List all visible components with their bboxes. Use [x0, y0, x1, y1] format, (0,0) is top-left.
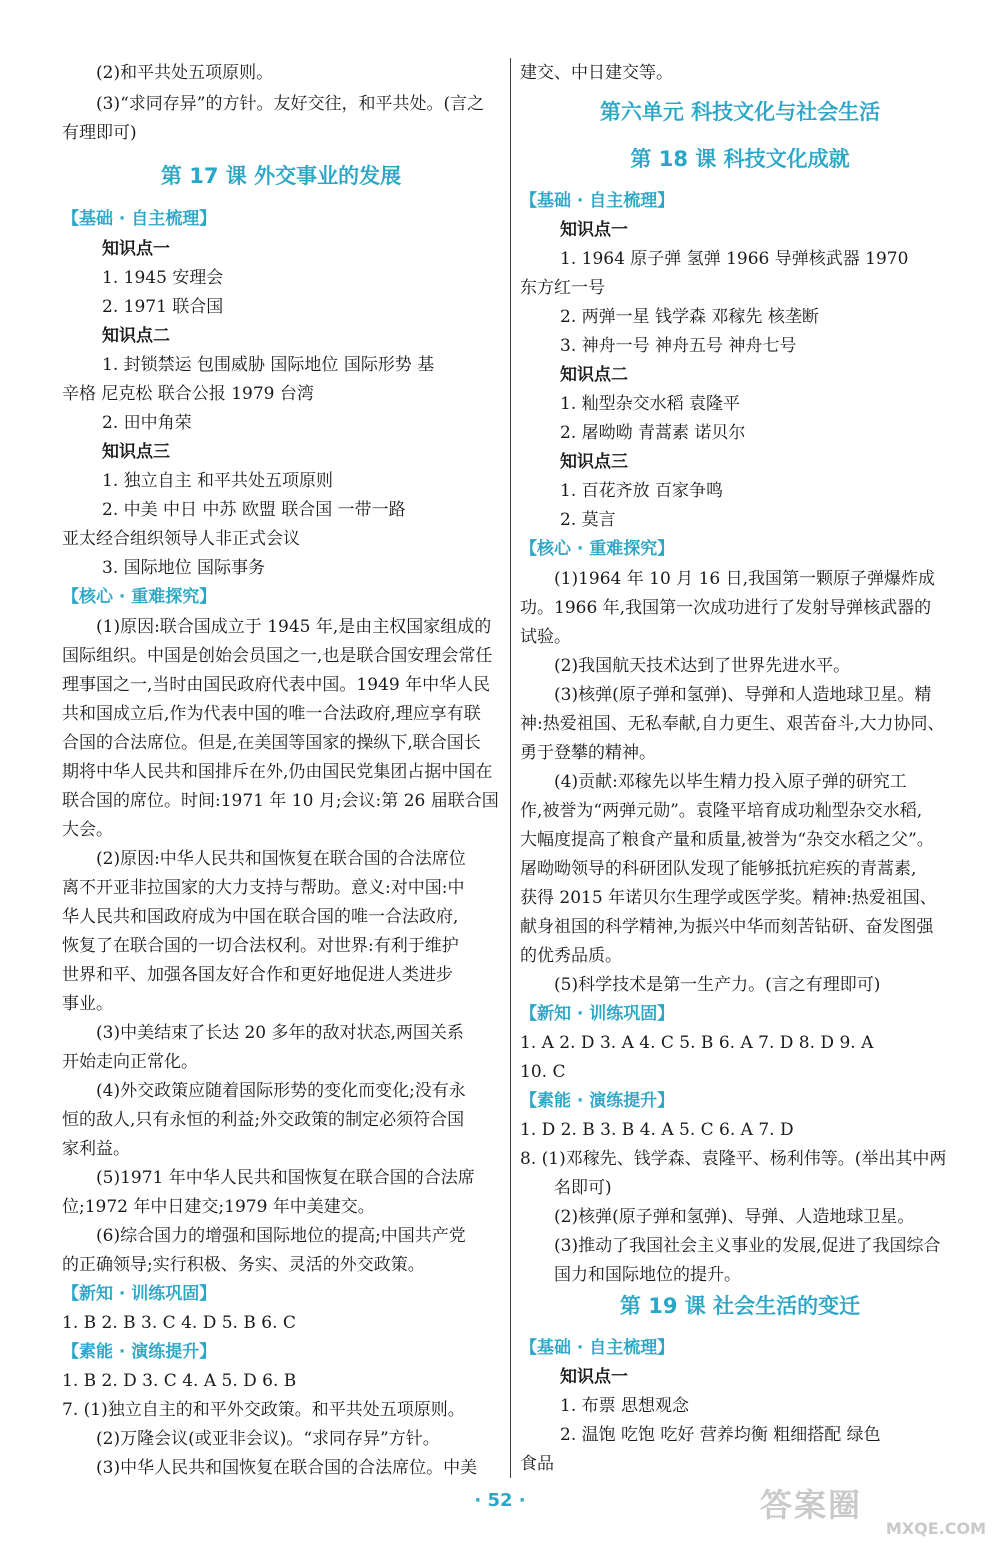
text-line: 获得 2015 年诺贝尔生理学或医学奖。精神:热爱祖国、: [520, 888, 937, 908]
text-line: 亚太经合组织领导人非正式会议: [62, 529, 300, 549]
text-line: 食品: [520, 1454, 554, 1474]
text-line: (1)原因:联合国成立于 1945 年,是由主权国家组成的: [96, 617, 492, 637]
text-line: (4)外交政策应随着国际形势的变化而变化;没有永: [96, 1081, 466, 1101]
section-heading-core: 【核心 · 重难探究】: [520, 539, 675, 559]
text-line: (3)推动了我国社会主义事业的发展,促进了我国综合: [554, 1236, 941, 1256]
section-heading-skills: 【素能 · 演练提升】: [62, 1342, 217, 1362]
text-line: (3)中美结束了长达 20 多年的敌对状态,两国关系: [96, 1023, 464, 1043]
text-line: 联合国的席位。时间:1971 年 10 月;会议:第 26 届联合国: [62, 791, 499, 811]
answer-line: 1. B 2. B 3. C 4. D 5. B 6. C: [62, 1313, 296, 1333]
answer-line: 1. B 2. D 3. C 4. A 5. D 6. B: [62, 1371, 297, 1391]
text-line: 1. 籼型杂交水稻 袁隆平: [560, 394, 741, 414]
text-line: 国际组织。中国是创始会员国之一,也是联合国安理会常任: [62, 646, 493, 666]
text-line: 2. 1971 联合国: [102, 297, 224, 317]
text-line: 开始走向正常化。: [62, 1052, 198, 1072]
text-line: 事业。: [62, 994, 113, 1014]
knowledge-point-heading: 知识点一: [102, 239, 170, 259]
watermark-main: 答案圈: [760, 1486, 863, 1524]
text-line: (4)贡献:邓稼先以毕生精力投入原子弹的研究工: [554, 772, 907, 792]
text-line: 1. 1964 原子弹 氢弹 1966 导弹核武器 1970: [560, 249, 909, 269]
text-line: 2. 屠呦呦 青蒿素 诺贝尔: [560, 423, 746, 443]
unit-6-title: 第六单元 科技文化与社会生活: [599, 100, 881, 124]
text-line: 的正确领导;实行积极、务实、灵活的外交政策。: [62, 1255, 425, 1275]
text-line: 东方红一号: [520, 278, 605, 298]
text-line: 功。1966 年,我国第一次成功进行了发射导弹核武器的: [520, 598, 932, 618]
answer-line: 10. C: [520, 1062, 566, 1082]
lesson-17-title: 第 17 课 外交事业的发展: [160, 164, 402, 188]
column-divider: [510, 58, 511, 1478]
lesson-19-title: 第 19 课 社会生活的变迁: [619, 1294, 861, 1318]
page-number: · 52 ·: [474, 1490, 526, 1511]
text-line: 世界和平、加强各国友好合作和更好地促进人类进步: [62, 965, 453, 985]
text-line: 1. 封锁禁运 包围威胁 国际地位 国际形势 基: [102, 355, 435, 375]
section-heading-basics: 【基础 · 自主梳理】: [520, 1338, 675, 1358]
text-line: 2. 两弹一星 钱学森 邓稼先 核垄断: [560, 307, 819, 327]
text-line: 家利益。: [62, 1139, 130, 1159]
text-line: 合国的合法席位。但是,在美国等国家的操纵下,联合国长: [62, 733, 481, 753]
knowledge-point-heading: 知识点三: [102, 442, 170, 462]
text-line: 2. 莫言: [560, 510, 616, 530]
section-heading-new-knowledge: 【新知 · 训练巩固】: [62, 1284, 217, 1304]
text-line: (2)和平共处五项原则。: [96, 63, 274, 83]
section-heading-new-knowledge: 【新知 · 训练巩固】: [520, 1004, 675, 1024]
lesson-18-title: 第 18 课 科技文化成就: [630, 147, 850, 171]
watermark-logo: [760, 1480, 990, 1538]
knowledge-point-heading: 知识点一: [560, 1367, 628, 1387]
text-line: 恒的敌人,只有永恒的利益;外交政策的制定必须符合国: [62, 1110, 465, 1130]
text-line: (3)核弹(原子弹和氢弹)、导弹和人造地球卫星。精: [554, 685, 932, 705]
text-line: 3. 神舟一号 神舟五号 神舟七号: [560, 336, 797, 356]
text-line: (5)1971 年中华人民共和国恢复在联合国的合法席: [96, 1168, 475, 1188]
text-line: 神:热爱祖国、无私奉献,自力更生、艰苦奋斗,大力协同、: [520, 714, 945, 734]
text-line: (2)万隆会议(或亚非会议)。“求同存异”方针。: [96, 1429, 440, 1449]
text-line: (6)综合国力的增强和国际地位的提高;中国共产党: [96, 1226, 466, 1246]
text-line: (3)“求同存异”的方针。友好交往，和平共处。(言之: [96, 94, 485, 114]
text-line: 辛格 尼克松 联合公报 1979 台湾: [62, 384, 314, 404]
text-line: (2)原因:中华人民共和国恢复在联合国的合法席位: [96, 849, 466, 869]
text-line: 作,被誉为“两弹元勋”。袁隆平培育成功籼型杂交水稻,: [520, 801, 923, 821]
text-line: 献身祖国的科学精神,为振兴中华而刻苦钻研、奋发图强: [520, 917, 934, 937]
text-line: 1. 布票 思想观念: [560, 1396, 690, 1416]
text-line: 建交、中日建交等。: [520, 63, 673, 83]
text-line: 2. 温饱 吃饱 吃好 营养均衡 粗细搭配 绿色: [560, 1425, 881, 1445]
text-line: 恢复了在联合国的一切合法权利。对世界:有利于维护: [62, 936, 459, 956]
text-line: 试验。: [520, 627, 571, 647]
text-line: 1. 独立自主 和平共处五项原则: [102, 471, 334, 491]
text-line: 8. (1)邓稼先、钱学森、袁隆平、杨利伟等。(举出其中两: [520, 1149, 947, 1169]
text-line: 屠呦呦领导的科研团队发现了能够抵抗疟疾的青蒿素,: [520, 859, 917, 879]
text-line: (2)我国航天技术达到了世界先进水平。: [554, 656, 851, 676]
text-line: (2)核弹(原子弹和氢弹)、导弹、人造地球卫星。: [554, 1207, 915, 1227]
text-line: 理事国之一,当时由国民政府代表中国。1949 年中华人民: [62, 675, 491, 695]
text-line: (5)科学技术是第一生产力。(言之有理即可): [554, 975, 881, 995]
text-line: 3. 国际地位 国际事务: [102, 558, 266, 578]
text-line: 名即可): [554, 1178, 612, 1198]
text-line: (3)中华人民共和国恢复在联合国的合法席位。中美: [96, 1458, 478, 1478]
text-line: 1. 1945 安理会: [102, 268, 224, 288]
answer-line: 1. A 2. D 3. A 4. C 5. B 6. A 7. D 8. D 9. A: [520, 1033, 874, 1053]
text-line: 位;1972 年中日建交;1979 年中美建交。: [62, 1197, 375, 1217]
watermark-sub: MXQE.COM: [885, 1519, 986, 1538]
knowledge-point-heading: 知识点一: [560, 220, 628, 240]
section-heading-core: 【核心 · 重难探究】: [62, 587, 217, 607]
knowledge-point-heading: 知识点三: [560, 452, 628, 472]
text-line: 期将中华人民共和国排斥在外,仍由国民党集团占据中国在: [62, 762, 493, 782]
text-line: 大会。: [62, 820, 113, 840]
text-line: 共和国成立后,作为代表中国的唯一合法政府,理应享有联: [62, 704, 481, 724]
text-line: 华人民共和国政府成为中国在联合国的唯一合法政府,: [62, 907, 459, 927]
text-line: 离不开亚非拉国家的大力支持与帮助。意义:对中国:中: [62, 878, 465, 898]
text-line: 大幅度提高了粮食产量和质量,被誉为“杂交水稻之父”。: [520, 830, 934, 850]
section-heading-skills: 【素能 · 演练提升】: [520, 1091, 675, 1111]
text-line: 国力和国际地位的提升。: [554, 1265, 741, 1285]
section-heading-basics: 【基础 · 自主梳理】: [62, 209, 217, 229]
text-line: 2. 田中角荣: [102, 413, 192, 433]
text-line: 有理即可): [62, 123, 137, 143]
knowledge-point-heading: 知识点二: [102, 326, 170, 346]
answer-line: 1. D 2. B 3. B 4. A 5. C 6. A 7. D: [520, 1120, 794, 1140]
text-line: 勇于登攀的精神。: [520, 743, 656, 763]
section-heading-basics: 【基础 · 自主梳理】: [520, 191, 675, 211]
text-line: 1. 百花齐放 百家争鸣: [560, 481, 724, 501]
text-line: (1)1964 年 10 月 16 日,我国第一颗原子弹爆炸成: [554, 569, 936, 589]
knowledge-point-heading: 知识点二: [560, 365, 628, 385]
text-line: 的优秀品质。: [520, 946, 622, 966]
text-line: 7. (1)独立自主的和平外交政策。和平共处五项原则。: [62, 1400, 465, 1420]
text-line: 2. 中美 中日 中苏 欧盟 联合国 一带一路: [102, 500, 406, 520]
